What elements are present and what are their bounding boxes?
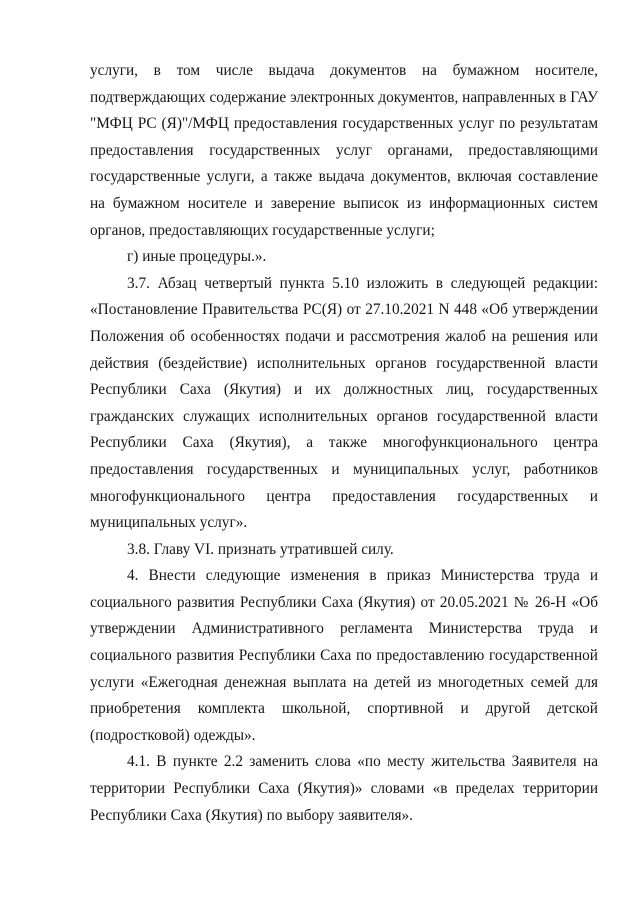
paragraph-4: 4. Внести следующие изменения в приказ Министерства труда и социального развития Республики Саха (Якутия) от 20.05.2021 № 26-Н «Об утверждении Административного регламента Министерства труда и социального развития Республики Саха по предоставлению государственной услуги «Ежегодная денежная выплата на детей из многодетных семей для приобретения комплекта школьной, спортивной и другой детской (подростковой) одежды».	[90, 567, 598, 744]
paragraph-3-7: 3.7. Абзац четвертый пункта 5.10 изложить в следующей редакции: «Постановление Правительства РС(Я) от 27.10.2021 N 448 «Об утверждении Положения об особенностях подачи и рассмотрения жалоб на решения или действия (бездействие) исполнительных органов государственной власти Республики Саха (Якутия) и их должностных лиц, государственных гражданских служащих исполнительных органов государственной власти Республики Саха (Якутия), а также многофункционального центра предоставления государственных и муниципальных услуг, работников многофункционального центра предоставления государственных и муниципальных услуг».	[90, 274, 598, 532]
document-body	[90, 58, 598, 829]
paragraph-3-8: 3.8. Главу VI. признать утратившей силу.	[127, 540, 394, 558]
paragraph-other-procedures: г) иные процедуры.».	[127, 248, 267, 266]
paragraph-4-1: 4.1. В пункте 2.2 заменить слова «по месту жительства Заявителя на территории Республики Саха (Якутия)» словами «в пределах территории Республики Саха (Якутия) по выбору заявителя».	[90, 753, 598, 824]
paragraph-services-continuation: услуги, в том числе выдача документов на бумажном носителе, подтверждающих содержание электронных документов, направленных в ГАУ "МФЦ РС (Я)"/МФЦ предоставления государственных услуг по результатам предоставления государственных услуг органами, предоставляющими государственные услуги, а также выдача документов, включая составление на бумажном носителе и заверение выписок из информационных систем органов, предоставляющих государственные услуги;	[90, 62, 598, 239]
